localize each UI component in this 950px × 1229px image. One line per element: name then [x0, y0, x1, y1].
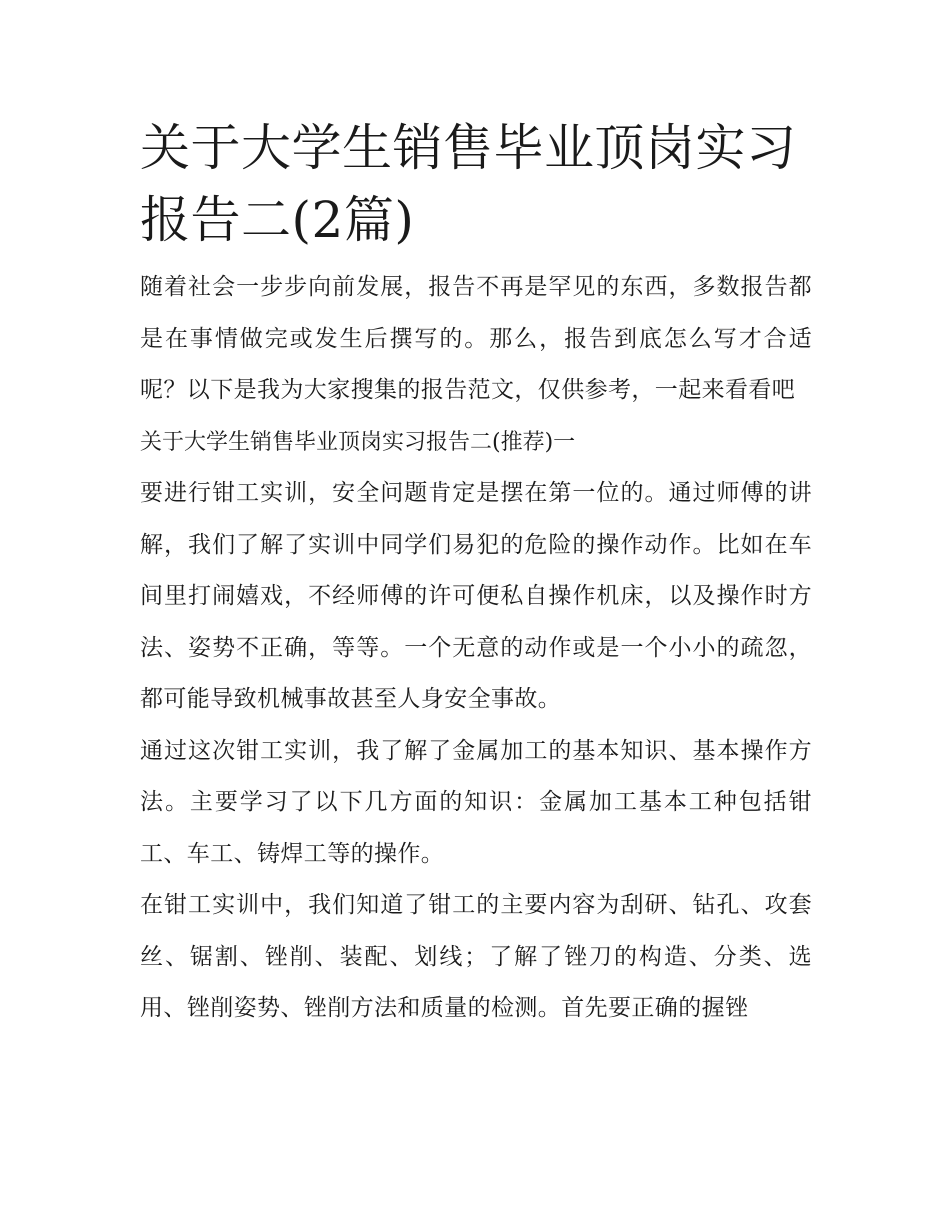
intro-paragraph: 随着社会一步步向前发展，报告不再是罕见的东西，多数报告都是在事情做完或发生后撰写的。那么，报告到底怎么写才合适呢？以下是我为大家搜集的报告范文，仅供参考，一起来看看吧 [140, 274, 812, 403]
section-heading: 关于大学生销售毕业顶岗实习报告二(推荐)一 [140, 429, 576, 455]
body-paragraph-1: 要进行钳工实训，安全问题肯定是摆在第一位的。通过师傅的讲解，我们了解了实训中同学们易犯的危险的操作动作。比如在车间里打闹嬉戏，不经师傅的许可便私自操作机床，以及操作时方法、姿势不正确，等等。一个无意的动作或是一个小小的疏忽，都可能导致机械事故甚至人身安全事故。 [140, 480, 812, 712]
document-title: 关于大学生销售毕业顶岗实习报告二(2篇) [140, 119, 797, 249]
document-page [140, 112, 812, 1035]
body-paragraph-2: 通过这次钳工实训，我了解了金属加工的基本知识、基本操作方法。主要学习了以下几方面的知识：金属加工基本工种包括钳工、车工、铸焊工等的操作。 [140, 737, 812, 867]
body-paragraph-3: 在钳工实训中，我们知道了钳工的主要内容为刮研、钻孔、攻套丝、锯割、锉削、装配、划线；了解了锉刀的构造、分类、选用、锉削姿势、锉削方法和质量的检测。首先要正确的握锉 [140, 892, 812, 1021]
